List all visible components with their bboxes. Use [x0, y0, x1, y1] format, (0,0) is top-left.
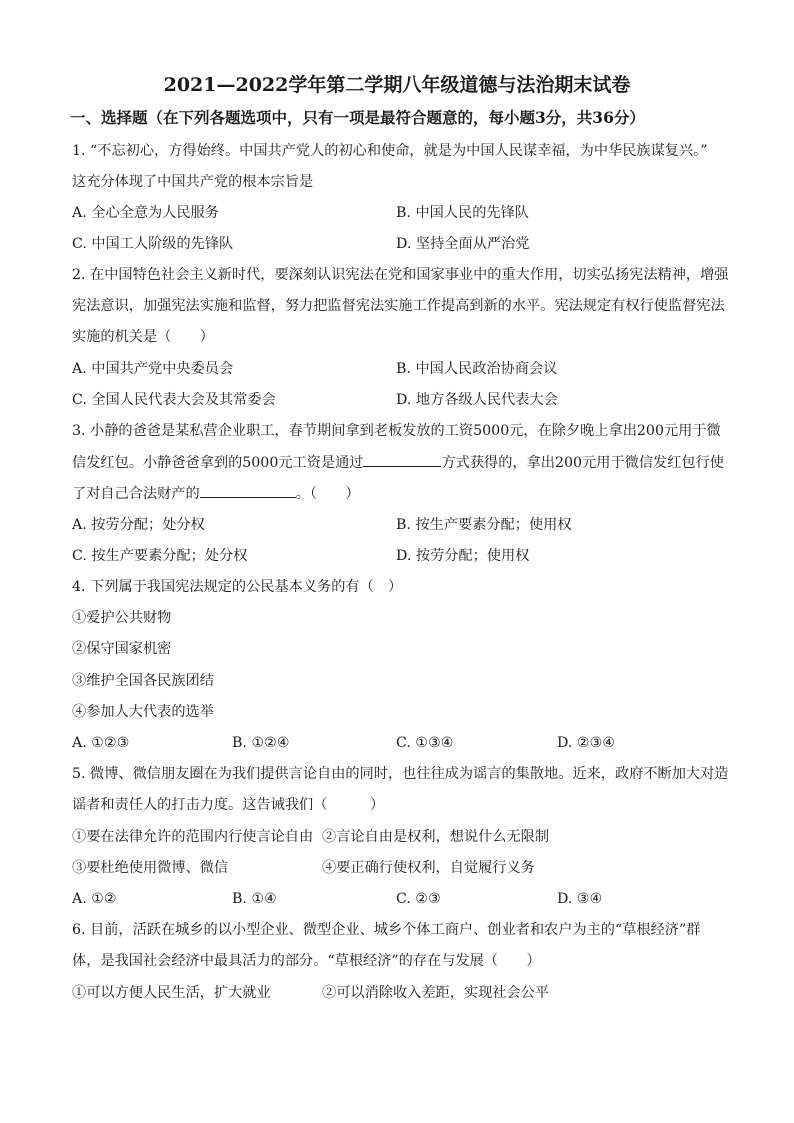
- q4-stem-line1: 4. 下列属于我国宪法规定的公民基本义务的有（ ）: [72, 579, 403, 595]
- q3-line2-text-b: 方式获得的，拿出200元用于微信发红包行使: [441, 455, 724, 471]
- q4-option-d: D. ②③④: [557, 735, 616, 751]
- q5-option-a: A. ①②: [72, 891, 117, 907]
- q4-item-4: ④参加人大代表的选举: [72, 704, 214, 720]
- q2-stem-line3: 实施的机关是（ ）: [72, 329, 214, 345]
- q5-option-d: D. ③④: [557, 891, 603, 907]
- q6-item-1: ①可以方便人民生活，扩大就业: [72, 985, 271, 1001]
- q2-stem-line2: 宪法意识，加强宪法实施和监督，努力把监督宪法实施工作提高到新的水平。宪法规定有权行使监督宪法: [72, 298, 725, 314]
- q3-line3-text-b: 。（ ）: [295, 486, 360, 502]
- q1-option-c: C. 中国工人阶级的先锋队: [72, 236, 234, 252]
- q4-option-b: B. ①②④: [232, 735, 290, 751]
- q3-option-d: D. 按劳分配；使用权: [396, 548, 530, 564]
- q1-option-d: D. 坚持全面从严治党: [396, 236, 530, 252]
- q3-stem-line1: 3. 小静的爸爸是某私营企业职工，春节期间拿到老板发放的工资5000元，在除夕晚上拿出200元用于微: [72, 423, 721, 439]
- q4-item-3: ③维护全国各民族团结: [72, 673, 214, 689]
- q4-item-1: ①爱护公共财物: [72, 610, 172, 626]
- q3-option-b: B. 按生产要素分配；使用权: [396, 517, 572, 533]
- q1-option-b: B. 中国人民的先锋队: [396, 205, 529, 221]
- q3-answer-blank-2: [200, 482, 296, 498]
- q5-item-4: ④要正确行使权利，自觉履行义务: [322, 860, 535, 876]
- q5-stem-line2: 谣者和责任人的打击力度。这告诫我们（ ）: [72, 797, 385, 813]
- q1-stem-line2: 这充分体现了中国共产党的根本宗旨是: [72, 174, 314, 190]
- q6-stem-line2: 体，是我国社会经济中最具活力的部分。“草根经济”的存在与发展（ ）: [72, 953, 541, 969]
- q5-stem-line1: 5. 微博、微信朋友圈在为我们提供言论自由的同时，也往往成为谣言的集散地。近来，政府不断加大对造: [72, 766, 729, 782]
- q2-stem-line1: 2. 在中国特色社会主义新时代，要深刻认识宪法在党和国家事业中的重大作用，切实弘扬宪法精神，增强: [72, 267, 729, 283]
- q5-item-3: ③要杜绝使用微博、微信: [72, 860, 229, 876]
- q1-option-a: A. 全心全意为人民服务: [72, 205, 219, 221]
- q3-line3-text-a: 了对自己合法财产的: [72, 486, 200, 502]
- q3-option-a: A. 按劳分配；处分权: [72, 517, 205, 533]
- q2-option-a: A. 中国共产党中央委员会: [72, 361, 234, 377]
- q4-option-a: A. ①②③: [72, 735, 130, 751]
- section-heading: 一、选择题（在下列各题选项中，只有一项是最符合题意的，每小题3分，共36分）: [70, 108, 645, 127]
- q4-item-2: ②保守国家机密: [72, 641, 172, 657]
- q4-option-c: C. ①③④: [396, 735, 454, 751]
- q1-stem-line1: 1. “不忘初心，方得始终。中国共产党人的初心和使命，就是为中国人民谋幸福，为中华民族谋复兴。”: [72, 143, 708, 159]
- q6-item-2: ②可以消除收入差距，实现社会公平: [322, 985, 550, 1001]
- q3-answer-blank-1: [363, 451, 441, 467]
- q5-option-b: B. ①④: [232, 891, 277, 907]
- q6-stem-line1: 6. 目前，活跃在城乡的以小型企业、微型企业、城乡个体工商户、创业者和农户为主的“草根经济”群: [72, 922, 701, 938]
- q2-option-c: C. 全国人民代表大会及其常委会: [72, 392, 276, 408]
- q2-option-b: B. 中国人民政治协商会议: [396, 361, 558, 377]
- exam-title: 2021—2022学年第二学期八年级道德与法治期末试卷: [163, 74, 631, 96]
- q3-stem-line2: [72, 451, 732, 474]
- q2-option-d: D. 地方各级人民代表大会: [396, 392, 558, 408]
- q3-line2-text-a: 信发红包。小静爸爸拿到的5000元工资是通过: [72, 455, 364, 471]
- q5-item-2: ②言论自由是权利，想说什么无限制: [322, 829, 550, 845]
- q3-stem-line3: [72, 482, 732, 505]
- q5-item-1: ①要在法律允许的范围内行使言论自由: [72, 829, 314, 845]
- q5-option-c: C. ②③: [396, 891, 441, 907]
- q3-option-c: C. 按生产要素分配；处分权: [72, 548, 248, 564]
